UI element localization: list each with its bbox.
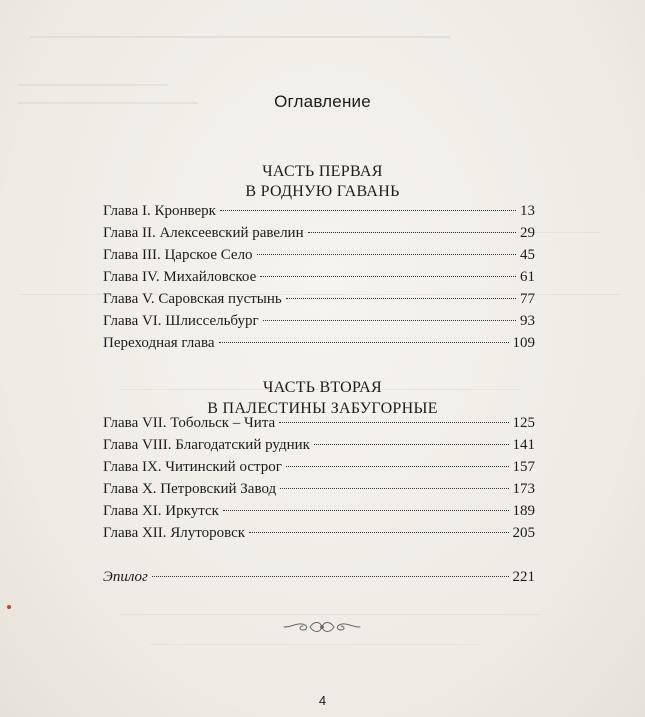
toc-entry[interactable]	[103, 244, 535, 266]
toc-entry[interactable]	[103, 500, 535, 522]
toc-entry[interactable]	[103, 522, 535, 544]
part1-heading-line1: ЧАСТЬ ПЕРВАЯ	[262, 163, 383, 180]
dot-leader	[314, 444, 509, 445]
toc-entry-page: 141	[512, 437, 535, 453]
toc-entry-label: Глава VII. Тобольск – Чита	[103, 415, 276, 431]
toc-entry[interactable]	[103, 332, 535, 354]
toc-entry-page: 125	[512, 415, 535, 431]
toc-entry-label: Глава X. Петровский Завод	[103, 481, 277, 497]
toc-entry-page: 157	[512, 459, 535, 475]
toc-title: Оглавление	[274, 92, 371, 111]
page-number: 4	[318, 693, 327, 708]
toc-entry-label: Переходная глава	[103, 335, 215, 351]
toc-entry-page: 205	[512, 525, 535, 541]
toc-entry-label: Глава XI. Иркутск	[103, 503, 219, 519]
part1-heading-line2: В РОДНУЮ ГАВАНЬ	[245, 183, 400, 200]
toc-entry[interactable]	[103, 310, 535, 332]
dot-leader	[280, 488, 508, 489]
toc-entry-label: Глава V. Саровская пустынь	[103, 291, 282, 307]
dot-leader	[152, 576, 509, 577]
dot-leader	[279, 422, 508, 423]
toc-entry-page: 221	[512, 569, 535, 585]
part2-heading-line2: В ПАЛЕСТИНЫ ЗАБУГОРНЫЕ	[207, 400, 438, 417]
toc-entry-page: 13	[520, 203, 535, 219]
part2-toc-list	[103, 412, 535, 544]
ornament-flourish-icon	[282, 618, 362, 636]
toc-entry-label: Глава IV. Михайловское	[103, 269, 257, 285]
dot-leader	[286, 298, 516, 299]
toc-entry[interactable]	[103, 288, 535, 310]
part1-toc-list	[103, 200, 535, 354]
toc-entry[interactable]	[103, 434, 535, 456]
toc-entry[interactable]	[103, 412, 535, 434]
dot-leader	[308, 232, 516, 233]
toc-entry-page: 109	[512, 335, 535, 351]
toc-entry-label: Эпилог	[103, 569, 148, 585]
toc-entry-page: 61	[520, 269, 535, 285]
toc-entry-page: 45	[520, 247, 535, 263]
dot-leader	[249, 532, 508, 533]
dot-leader	[260, 276, 516, 277]
dot-leader	[263, 320, 516, 321]
toc-entry-page: 189	[512, 503, 535, 519]
paper-speck	[7, 605, 11, 609]
part2-heading-line1: ЧАСТЬ ВТОРАЯ	[262, 379, 383, 396]
toc-entry-page: 77	[520, 291, 535, 307]
toc-entry-label: Глава II. Алексеевский равелин	[103, 225, 304, 241]
toc-entry-label: Глава I. Кронверк	[103, 203, 216, 219]
toc-entry-label: Глава VIII. Благодатский рудник	[103, 437, 310, 453]
toc-entry[interactable]	[103, 266, 535, 288]
toc-entry[interactable]	[103, 478, 535, 500]
toc-entry-label: Глава VI. Шлиссельбург	[103, 313, 259, 329]
toc-entry-page: 93	[520, 313, 535, 329]
toc-entry-epilogue[interactable]	[103, 566, 535, 588]
toc-entry-page: 29	[520, 225, 535, 241]
toc-entry[interactable]	[103, 222, 535, 244]
toc-entry-label: Глава IX. Читинский острог	[103, 459, 282, 475]
toc-entry-label: Глава XII. Ялуторовск	[103, 525, 246, 541]
dot-leader	[223, 510, 509, 511]
toc-entry[interactable]	[103, 456, 535, 478]
toc-entry-page: 173	[512, 481, 535, 497]
toc-entry[interactable]	[103, 200, 535, 222]
toc-entry-label: Глава III. Царское Село	[103, 247, 253, 263]
dot-leader	[286, 466, 509, 467]
dot-leader	[219, 342, 509, 343]
dot-leader	[257, 254, 516, 255]
epilogue-toc	[103, 566, 535, 588]
dot-leader	[220, 210, 516, 211]
